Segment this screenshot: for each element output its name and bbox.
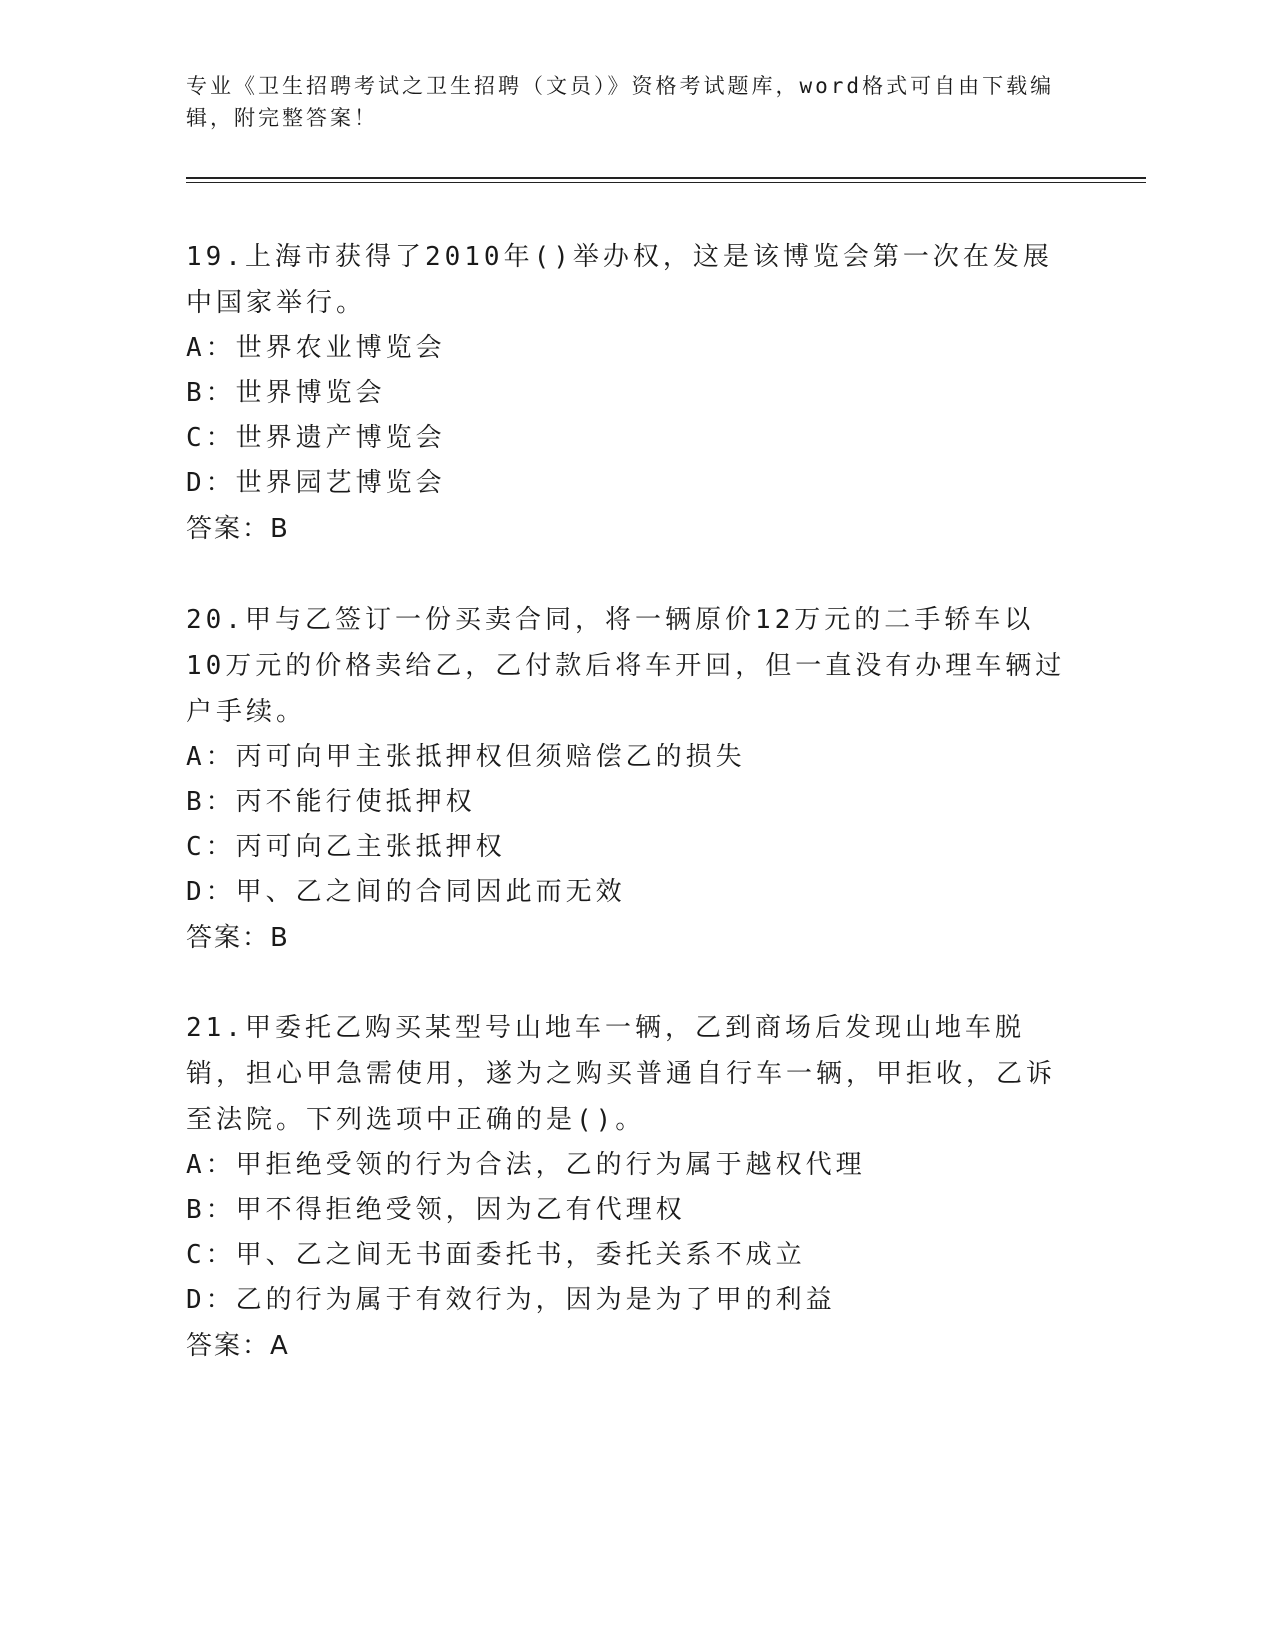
header-divider-thin	[186, 182, 1146, 183]
option-d: D：乙的行为属于有效行为，因为是为了甲的利益	[186, 1285, 836, 1315]
option-d: D：甲、乙之间的合同因此而无效	[186, 877, 626, 907]
question-19	[186, 234, 1066, 552]
option-c: C：甲、乙之间无书面委托书，委托关系不成立	[186, 1240, 806, 1270]
answer-line: 答案：B	[186, 514, 290, 544]
option-b: B：丙不能行使抵押权	[186, 787, 476, 817]
question-21	[186, 1005, 1066, 1369]
option-c: C：丙可向乙主张抵押权	[186, 832, 506, 862]
option-d: D：世界园艺博览会	[186, 468, 446, 498]
option-b: B：世界博览会	[186, 378, 386, 408]
answer-line: 答案：B	[186, 923, 290, 953]
question-stem: 20.甲与乙签订一份买卖合同，将一辆原价12万元的二手轿车以10万元的价格卖给乙，乙付款后将车开回，但一直没有办理车辆过户手续。	[186, 605, 1066, 727]
option-a: A：世界农业博览会	[186, 333, 446, 363]
option-b: B：甲不得拒绝受领，因为乙有代理权	[186, 1195, 686, 1225]
option-c: C：世界遗产博览会	[186, 423, 446, 453]
question-stem: 19.上海市获得了2010年()举办权，这是该博览会第一次在发展中国家举行。	[186, 242, 1053, 318]
answer-line: 答案：A	[186, 1331, 290, 1361]
document-header: 专业《卫生招聘考试之卫生招聘（文员）》资格考试题库，word格式可自由下载编辑，附完整答案！	[186, 74, 1055, 130]
question-stem: 21.甲委托乙购买某型号山地车一辆，乙到商场后发现山地车脱销，担心甲急需使用，遂为之购买普通自行车一辆，甲拒收，乙诉至法院。下列选项中正确的是()。	[186, 1013, 1057, 1135]
option-a: A：甲拒绝受领的行为合法，乙的行为属于越权代理	[186, 1150, 866, 1180]
header-divider-thick	[186, 177, 1146, 179]
option-a: A：丙可向甲主张抵押权但须赔偿乙的损失	[186, 742, 746, 772]
question-20	[186, 597, 1066, 961]
